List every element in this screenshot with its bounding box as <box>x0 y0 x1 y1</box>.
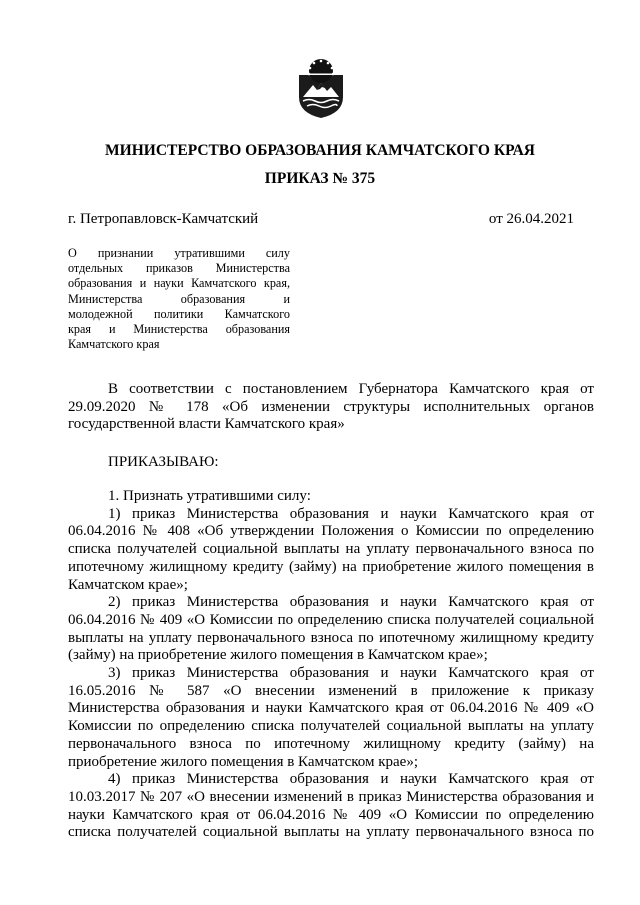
item-4-line: науки Камчатского края от 06.04.2016 № 409 «О Комиссии по определению <box>68 806 594 823</box>
subject-line: Министерства образования и <box>68 291 290 306</box>
item-3-line: Комиссии по определению списка получателей социальной выплаты на уплату <box>68 718 594 735</box>
item-1-line: Камчатском крае»; <box>68 576 188 593</box>
item-2-line: 06.04.2016 № 409 «О Комиссии по определению списка получателей социальной <box>68 611 594 628</box>
item-3-line: 16.05.2016 № 587 «О внесении изменений в приложение к приказу <box>68 682 594 699</box>
subject-line: образования и науки Камчатского края, <box>68 276 290 291</box>
item-3-line: приобретение жилого помещения в Камчатском крае»; <box>68 753 418 770</box>
item-3-line: первоначального взноса по ипотечному жилищному кредиту (займу) на <box>68 735 594 752</box>
item-1-line: 1) приказ Министерства образования и науки Камчатского края от <box>108 505 594 522</box>
subject-line: отдельных приказов Министерства <box>68 261 290 276</box>
preamble-line: 29.09.2020 № 178 «Об изменении структуры исполнительных органов <box>68 398 594 415</box>
order-items <box>68 488 594 842</box>
subject-line: Камчатского края <box>68 337 160 352</box>
subject-line: молодежной политики Камчатского <box>68 306 290 321</box>
item-2-line: выплаты на уплату первоначального взноса по ипотечному жилищному кредиту <box>68 629 594 646</box>
order-word <box>68 454 594 472</box>
order-word-text: ПРИКАЗЫВАЮ: <box>108 454 219 470</box>
city-label: г. Петропавловск-Камчатский <box>68 211 259 227</box>
item-3-line: Министерства образования и науки Камчатского края от 06.04.2016 № 409 «О <box>68 700 594 717</box>
ministry-title: МИНИСТЕРСТВО ОБРАЗОВАНИЯ КАМЧАТСКОГО КРАЯ <box>105 142 535 159</box>
order-title: ПРИКАЗ № 375 <box>264 170 376 187</box>
preamble-line: государственной власти Камчатского края» <box>68 416 345 433</box>
item-2-line: (займу) на приобретение жилого помещения в Камчатском крае»; <box>68 647 488 664</box>
item-heading: 1. Признать утратившими силу: <box>108 488 311 504</box>
item-4-line: списка получателей социальной выплаты на уплату первоначального взноса по <box>68 824 594 841</box>
subject-line: края и Министерства образования <box>68 322 290 337</box>
subject-line: О признании утратившими силу <box>68 246 290 260</box>
order-subject <box>68 246 290 352</box>
preamble-line: В соответствии с постановлением Губернатора Камчатского края от <box>108 381 594 397</box>
item-1-line: списка получателей социальной выплаты на уплату первоначального взноса по <box>68 541 594 558</box>
item-3-line: 3) приказ Министерства образования и науки Камчатского края от <box>108 665 594 682</box>
item-4-line: 4) приказ Министерства образования и науки Камчатского края от <box>108 771 594 788</box>
item-1-line: ипотечному жилищному кредиту (займу) на приобретение жилого помещения в <box>68 558 594 575</box>
item-2-line: 2) приказ Министерства образования и науки Камчатского края от <box>108 594 594 611</box>
item-1-line: 06.04.2016 № 408 «Об утверждении Положения о Комиссии по определению <box>68 523 594 540</box>
preamble <box>68 381 594 434</box>
item-4-line: 10.03.2017 № 207 «О внесении изменений в приказ Министерства образования и <box>68 788 594 805</box>
order-date: от 26.04.2021 <box>488 211 574 227</box>
kamchatka-coat-of-arms-icon <box>297 57 345 119</box>
